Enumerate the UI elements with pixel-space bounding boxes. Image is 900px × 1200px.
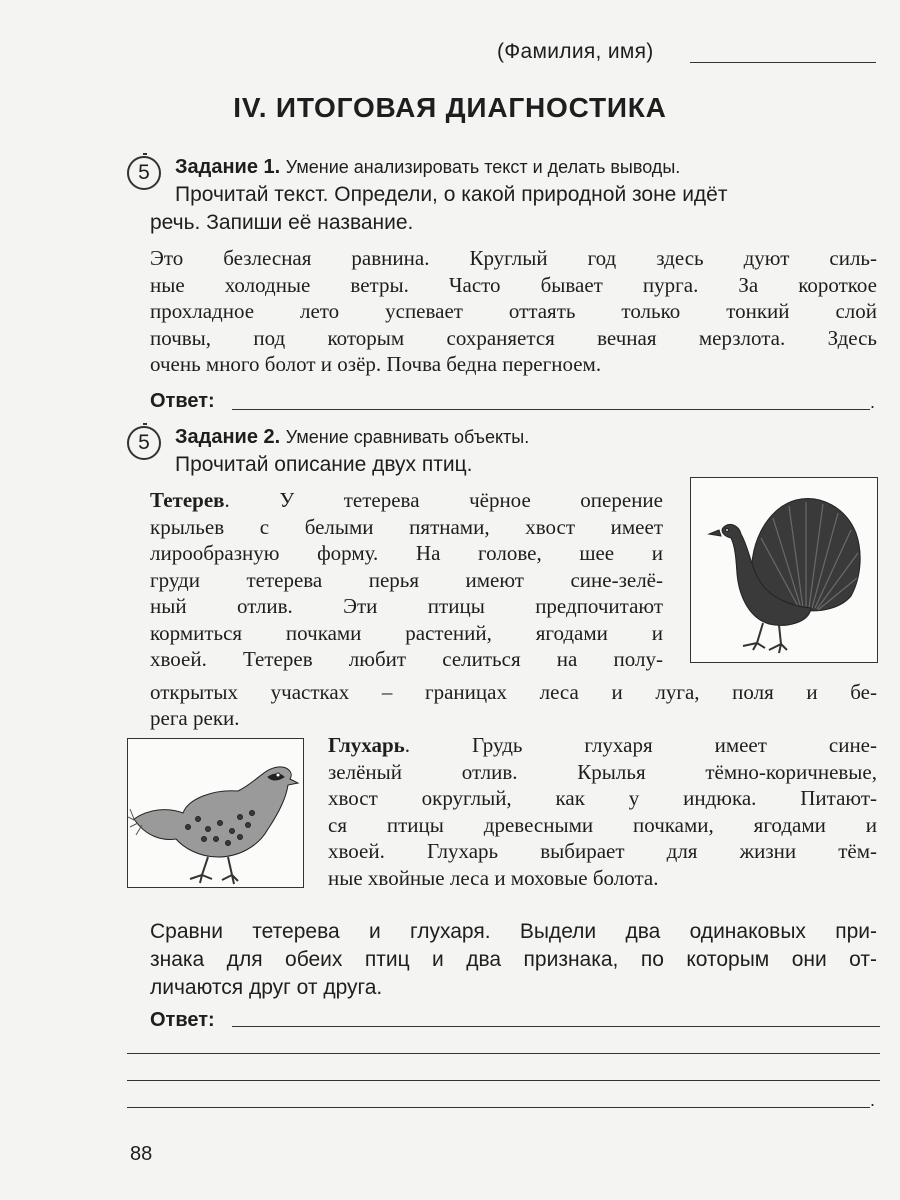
- task2-skill: Умение сравнивать объекты.: [285, 427, 530, 447]
- text-line: Сравни тетерева и глухаря. Выдели два одинаковых при-: [150, 920, 877, 943]
- page-title: IV. ИТОГОВАЯ ДИАГНОСТИКА: [233, 92, 667, 123]
- task2-answer-line-3[interactable]: [127, 1080, 880, 1081]
- name-field-line[interactable]: [690, 62, 876, 63]
- points-badge-task2: 5: [127, 426, 161, 460]
- task1-heading: [175, 156, 680, 179]
- text-line: Глухарь. Грудь глухаря имеет сине-: [328, 733, 877, 757]
- task1-answer-period: .: [870, 392, 876, 412]
- text-line: хвоей. Тетерев любит селиться на полу-: [150, 647, 663, 671]
- task2-answer-line-4[interactable]: [127, 1107, 870, 1108]
- task2-answer-period: .: [870, 1090, 876, 1110]
- text-line: крыльев с белыми пятнами, хвост имеет: [150, 514, 663, 539]
- task1-instruction-line2: речь. Запиши её название.: [150, 211, 414, 234]
- bird1-picture: [690, 477, 878, 663]
- text-line: лирообразную форму. На голове, шее и: [150, 541, 663, 565]
- text-line: хвост округлый, как у индюка. Питают-: [328, 786, 877, 810]
- task1-text: [150, 245, 877, 378]
- page-number: 88: [130, 1143, 153, 1165]
- task2-answer-line-2[interactable]: [127, 1053, 880, 1054]
- task2-answer-line-1[interactable]: [232, 1026, 880, 1027]
- text-line: ный отлив. Эти птицы предпочитают: [150, 594, 663, 618]
- task1-label: Задание 1.: [175, 156, 281, 178]
- task1-answer-line[interactable]: [232, 409, 870, 410]
- task2-label: Задание 2.: [175, 426, 281, 448]
- text-line: рега реки.: [150, 706, 240, 730]
- task1-skill: Умение анализировать текст и делать выводы.: [285, 157, 681, 177]
- text-line: прохладное лето успевает оттаять только тонкий слой: [150, 299, 877, 323]
- text-line: груди тетерева перья имеют сине-зелё-: [150, 567, 663, 592]
- text-line: кормиться почками растений, ягодами и: [150, 620, 663, 645]
- text-line: почвы, под которым сохраняется вечная мерзлота. Здесь: [150, 325, 877, 350]
- bird2-picture: [127, 738, 304, 888]
- task2-question: [150, 918, 877, 1002]
- bird2-name: Глухарь: [328, 733, 405, 757]
- bird1-description-cont: [150, 679, 877, 732]
- name-field-label: (Фамилия, имя): [497, 40, 654, 63]
- task1-instruction-line1: Прочитай текст. Определи, о какой природной зоне идёт: [175, 183, 728, 206]
- bird1-description: [150, 487, 663, 673]
- text-line: хвоей. Глухарь выбирает для жизни тём-: [328, 839, 877, 863]
- text-line: зелёный отлив. Крылья тёмно-коричневые,: [328, 759, 877, 784]
- bird-illustration-icon: [128, 739, 302, 886]
- text-line: очень много болот и озёр. Почва бедна перегноем.: [150, 352, 602, 376]
- bird1-name: Тетерев: [150, 488, 225, 512]
- text-line: знака для обеих птиц и два признака, по которым они от-: [150, 948, 877, 971]
- task1-answer-label: Ответ:: [150, 390, 215, 412]
- text-line: ся птицы древесными почками, ягодами и: [328, 812, 877, 837]
- task2-instruction: Прочитай описание двух птиц.: [175, 453, 473, 476]
- points-badge-task1: 5: [127, 156, 161, 190]
- text-line: открытых участках – границах леса и луга, поля и бе-: [150, 679, 877, 704]
- text-line: Это безлесная равнина. Круглый год здесь дуют силь-: [150, 246, 877, 270]
- text-line: Тетерев. У тетерева чёрное оперение: [150, 488, 663, 512]
- task2-heading: [175, 426, 529, 449]
- bird2-description: [328, 732, 877, 891]
- text-line: ные холодные ветры. Часто бывает пурга. За короткое: [150, 272, 877, 297]
- task2-answer-label: Ответ:: [150, 1009, 215, 1031]
- text-line: ные хвойные леса и моховые болота.: [328, 865, 659, 890]
- text-line: личаются друг от друга.: [150, 976, 383, 999]
- bird-illustration-icon: [691, 478, 876, 661]
